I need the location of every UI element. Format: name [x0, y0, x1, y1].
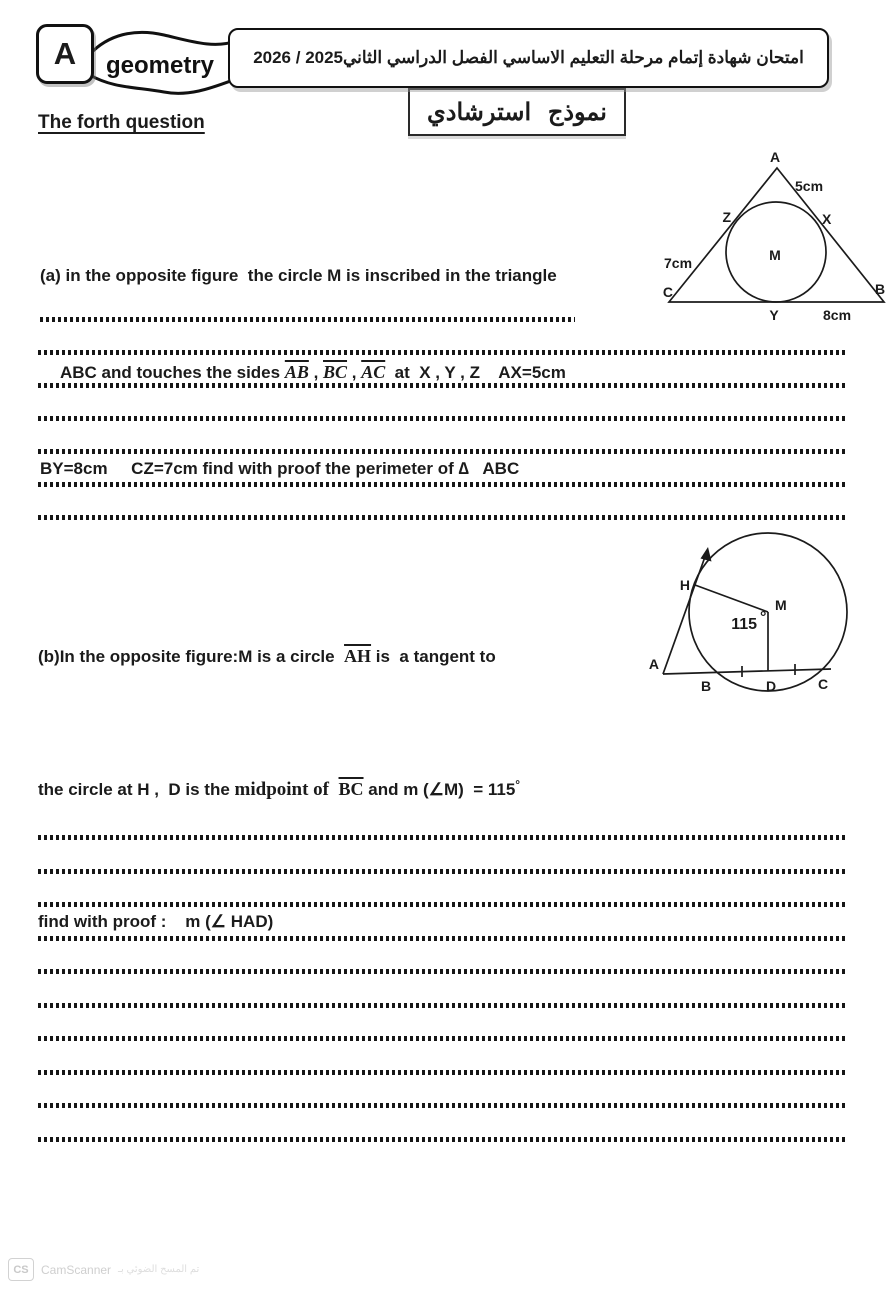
segment-bc-b: $\overline{BC}$: [338, 779, 364, 799]
subject-label: geometry: [105, 52, 215, 79]
segment-ac: $\overline{AC}$: [361, 362, 386, 382]
secant-line-abdc: [663, 669, 831, 674]
degree-sign: °: [515, 777, 521, 792]
figure-a-inscribed-circle: [648, 143, 893, 335]
exam-title: امتحان شهادة إتمام مرحلة التعليم الاساسي الفصل الدراسي الثاني2025 / 2026: [253, 48, 804, 67]
exam-title-box: [228, 28, 829, 88]
answer-dotted-line: [38, 1003, 848, 1008]
answer-dotted-line: [40, 317, 575, 322]
variant-letter-box: [36, 24, 94, 84]
part-b-line-3: find with proof : m (∠ HAD): [38, 912, 274, 931]
part-a-line-3: BY=8cm CZ=7cm find with proof the perimeter of ∆ ABC: [40, 459, 520, 478]
tangent-ray-ah: [663, 554, 706, 674]
answer-dotted-line: [38, 416, 848, 421]
fig-a-label-y: Y: [769, 307, 779, 323]
fig-b-degree-mark: °: [760, 609, 767, 626]
model-label-box: [408, 88, 626, 136]
answer-dotted-line: [38, 515, 848, 520]
segment-ah: $\overline{AH}$: [344, 646, 372, 666]
fig-a-label-by: 8cm: [823, 307, 852, 323]
answer-dotted-line: [38, 1137, 848, 1142]
question-title: The forth question: [38, 112, 205, 133]
segment-ab: $\overline{AB}$: [284, 362, 309, 382]
subject-ribbon: [80, 22, 244, 100]
answer-dotted-line: [38, 902, 848, 907]
triangle-abc: [669, 168, 884, 302]
fig-b-label-a: A: [648, 656, 659, 672]
model-label: نموذج استرشادي: [427, 98, 607, 126]
radius-hm: [695, 585, 768, 612]
figure-b-tangent-circle: [645, 528, 893, 710]
fig-b-angle-value: 115: [731, 616, 757, 633]
answer-dotted-line: [38, 1103, 848, 1108]
fig-a-label-c: C: [662, 284, 673, 300]
fig-a-label-x: X: [822, 211, 832, 227]
answer-dotted-line: [38, 449, 848, 454]
answer-area-part-b: [38, 835, 850, 1170]
part-a-line-2: ABC and touches the sides $\overline{AB}$ , $\overline{BC}$ , $\overline{AC}$ at X , Y , Z AX=5cm: [60, 362, 566, 382]
fig-a-label-m: M: [769, 247, 781, 263]
fig-a-label-cz: 7cm: [664, 255, 693, 271]
answer-dotted-line: [38, 1036, 848, 1041]
part-a-line-1: (a) in the opposite figure the circle M is inscribed in the triangle: [40, 266, 557, 285]
segment-bc: $\overline{BC}$: [323, 362, 348, 382]
watermark-brand: CamScanner: [41, 1262, 112, 1277]
answer-dotted-line: [38, 350, 848, 355]
answer-dotted-line: [38, 936, 848, 941]
fig-a-label-a: A: [769, 149, 781, 165]
camscanner-icon: CS: [8, 1258, 34, 1281]
answer-dotted-line: [38, 969, 848, 974]
watermark-note: تم المسح الضوئي بـ: [118, 1264, 200, 1275]
fig-a-label-z: Z: [722, 209, 731, 225]
fig-b-label-m: M: [775, 597, 787, 613]
fig-b-label-b: B: [700, 678, 712, 694]
answer-area-part-a: [38, 317, 850, 548]
fig-a-label-b: B: [875, 281, 886, 297]
arrowhead: [701, 547, 712, 562]
answer-dotted-line: [38, 383, 848, 388]
fig-b-label-d: D: [765, 678, 777, 694]
fig-b-label-h: H: [679, 577, 690, 593]
answer-dotted-line: [38, 835, 848, 840]
fig-b-label-c: C: [817, 676, 829, 692]
part-b-line-2: the circle at H , D is the midpoint of $\overline{BC}$ and m (∠M) = 115°: [38, 777, 521, 800]
answer-dotted-line: [38, 869, 848, 874]
answer-dotted-line: [38, 482, 848, 487]
answer-dotted-line: [38, 1070, 848, 1075]
scanner-watermark: [8, 1258, 199, 1281]
variant-letter: A: [53, 36, 77, 71]
part-b-line-1: (b)In the opposite figure:M is a circle $\overline{AH}$ is a tangent to: [38, 646, 496, 666]
fig-a-label-ax: 5cm: [795, 178, 824, 194]
